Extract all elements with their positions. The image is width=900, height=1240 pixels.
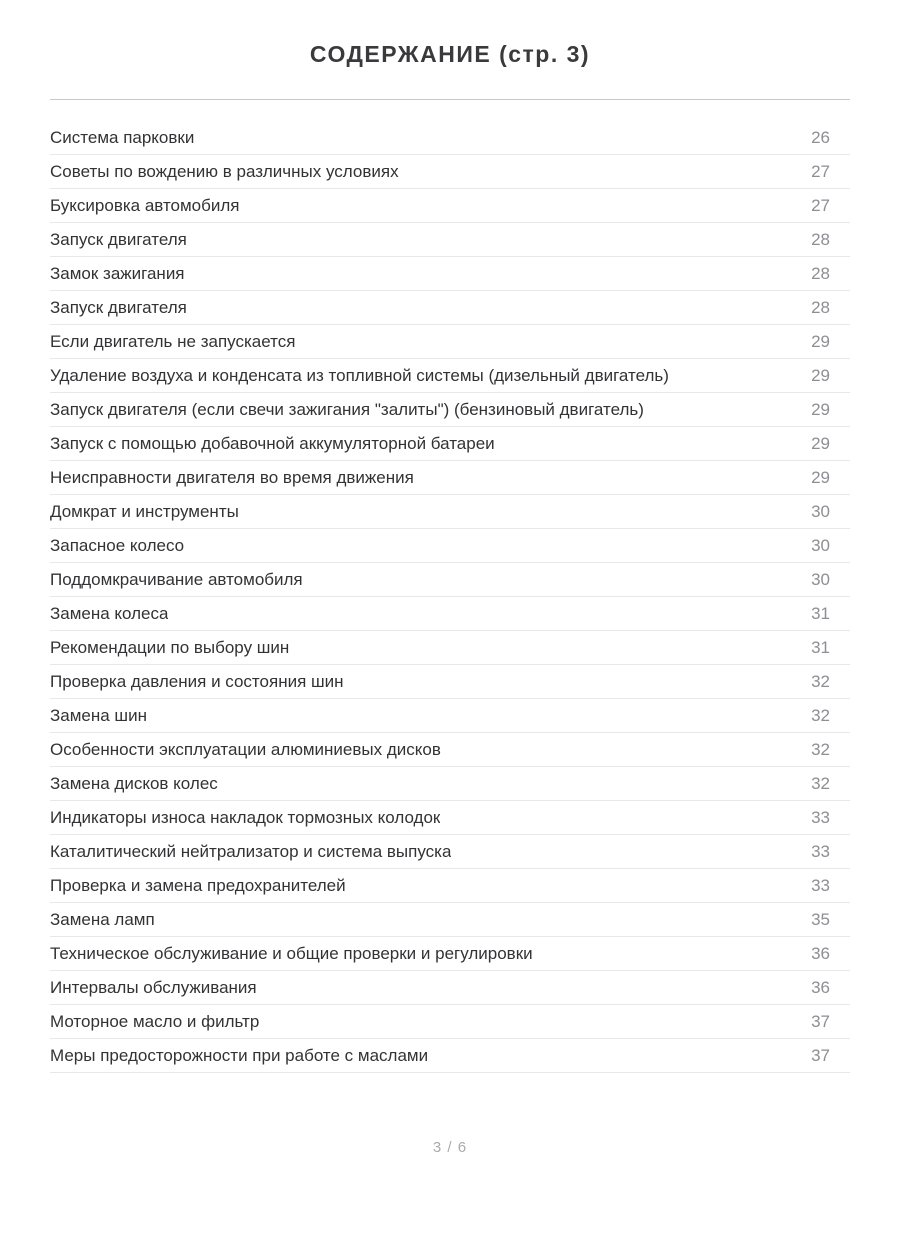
toc-entry-page-number: 35	[811, 909, 830, 929]
toc-entry-title: Замена ламп	[50, 909, 155, 929]
toc-entry-title: Запуск двигателя (если свечи зажигания "залиты") (бензиновый двигатель)	[50, 399, 644, 419]
toc-entry[interactable]	[50, 665, 850, 699]
toc-entry[interactable]	[50, 733, 850, 767]
toc-entry-page-number: 30	[811, 501, 830, 521]
toc-entry-title: Замена колеса	[50, 603, 169, 623]
toc-entry[interactable]	[50, 699, 850, 733]
toc-entry-title: Поддомкрачивание автомобиля	[50, 569, 303, 589]
page-indicator: 3 / 6	[432, 1139, 468, 1156]
toc-entry[interactable]	[50, 189, 850, 223]
toc-entry-page-number: 29	[811, 399, 830, 419]
toc-entry-page-number: 32	[811, 739, 830, 759]
toc-entry-page-number: 28	[811, 297, 830, 317]
toc-entry-page-number: 30	[811, 569, 830, 589]
toc-entry-page-number: 29	[811, 467, 830, 487]
toc-entry[interactable]	[50, 767, 850, 801]
toc-entry-title: Удаление воздуха и конденсата из топливной системы (дизельный двигатель)	[50, 365, 669, 385]
toc-entry-page-number: 27	[811, 195, 830, 215]
toc-entry-title: Советы по вождению в различных условиях	[50, 161, 399, 181]
toc-entry[interactable]	[50, 393, 850, 427]
toc-entry[interactable]	[50, 427, 850, 461]
toc-entry[interactable]	[50, 325, 850, 359]
toc-entry[interactable]	[50, 869, 850, 903]
toc-entry[interactable]	[50, 121, 850, 155]
toc-entry-title: Замена дисков колес	[50, 773, 218, 793]
toc-entry-title: Техническое обслуживание и общие проверки и регулировки	[50, 943, 533, 963]
toc-entry-page-number: 28	[811, 229, 830, 249]
toc-entry-title: Интервалы обслуживания	[50, 977, 257, 997]
toc-entry-title: Проверка давления и состояния шин	[50, 671, 344, 691]
toc-entry[interactable]	[50, 937, 850, 971]
toc-entry-title: Запуск двигателя	[50, 229, 187, 249]
toc-entry[interactable]	[50, 495, 850, 529]
toc-entry-page-number: 26	[811, 127, 830, 147]
toc-entry[interactable]	[50, 631, 850, 665]
toc-entry[interactable]	[50, 291, 850, 325]
toc-entry[interactable]	[50, 801, 850, 835]
toc-entry-page-number: 27	[811, 161, 830, 181]
toc-entry-page-number: 31	[811, 603, 830, 623]
toc-entry-page-number: 33	[811, 807, 830, 827]
toc-entry-title: Система парковки	[50, 127, 195, 147]
toc-entry-page-number: 37	[811, 1045, 830, 1065]
toc-entry-page-number: 30	[811, 535, 830, 555]
toc-entry-page-number: 36	[811, 977, 830, 997]
toc-entry[interactable]	[50, 903, 850, 937]
toc-entry-page-number: 32	[811, 773, 830, 793]
toc-entry-title: Если двигатель не запускается	[50, 331, 296, 351]
toc-entry-page-number: 37	[811, 1011, 830, 1031]
toc-entry[interactable]	[50, 529, 850, 563]
toc-entry-title: Проверка и замена предохранителей	[50, 875, 346, 895]
toc-entry-title: Моторное масло и фильтр	[50, 1011, 260, 1031]
toc-entry-page-number: 33	[811, 875, 830, 895]
toc-entry[interactable]	[50, 835, 850, 869]
toc-entry[interactable]	[50, 223, 850, 257]
toc-entry[interactable]	[50, 597, 850, 631]
toc-entry[interactable]	[50, 1005, 850, 1039]
toc-entry[interactable]	[50, 359, 850, 393]
toc-entry-title: Рекомендации по выбору шин	[50, 637, 290, 657]
toc-entry-page-number: 28	[811, 263, 830, 283]
toc-entry[interactable]	[50, 155, 850, 189]
document-page	[0, 40, 900, 1240]
toc-entry-title: Запуск двигателя	[50, 297, 187, 317]
toc-entry[interactable]	[50, 563, 850, 597]
toc-entry-page-number: 29	[811, 365, 830, 385]
toc-entry[interactable]	[50, 971, 850, 1005]
toc-entry-page-number: 36	[811, 943, 830, 963]
toc-entry[interactable]	[50, 1039, 850, 1073]
toc-entry-title: Запуск с помощью добавочной аккумуляторной батареи	[50, 433, 495, 453]
page-title: СОДЕРЖАНИЕ (стр. 3)	[309, 41, 591, 67]
toc-entry[interactable]	[50, 461, 850, 495]
title-divider	[50, 99, 850, 100]
toc-entry-title: Замок зажигания	[50, 263, 185, 283]
toc-entry-title: Буксировка автомобиля	[50, 195, 240, 215]
toc-entry-page-number: 29	[811, 331, 830, 351]
toc-entry-page-number: 29	[811, 433, 830, 453]
toc-entry-page-number: 31	[811, 637, 830, 657]
toc-list	[50, 121, 850, 1073]
toc-entry-title: Особенности эксплуатации алюминиевых дисков	[50, 739, 441, 759]
toc-entry-title: Запасное колесо	[50, 535, 185, 555]
toc-entry-title: Каталитический нейтрализатор и система выпуска	[50, 841, 452, 861]
toc-entry-page-number: 32	[811, 705, 830, 725]
toc-entry-title: Замена шин	[50, 705, 147, 725]
toc-entry[interactable]	[50, 257, 850, 291]
toc-entry-title: Индикаторы износа накладок тормозных колодок	[50, 807, 441, 827]
toc-entry-title: Домкрат и инструменты	[50, 501, 239, 521]
toc-entry-title: Меры предосторожности при работе с маслами	[50, 1045, 429, 1065]
toc-entry-title: Неисправности двигателя во время движения	[50, 467, 414, 487]
toc-entry-page-number: 32	[811, 671, 830, 691]
toc-entry-page-number: 33	[811, 841, 830, 861]
